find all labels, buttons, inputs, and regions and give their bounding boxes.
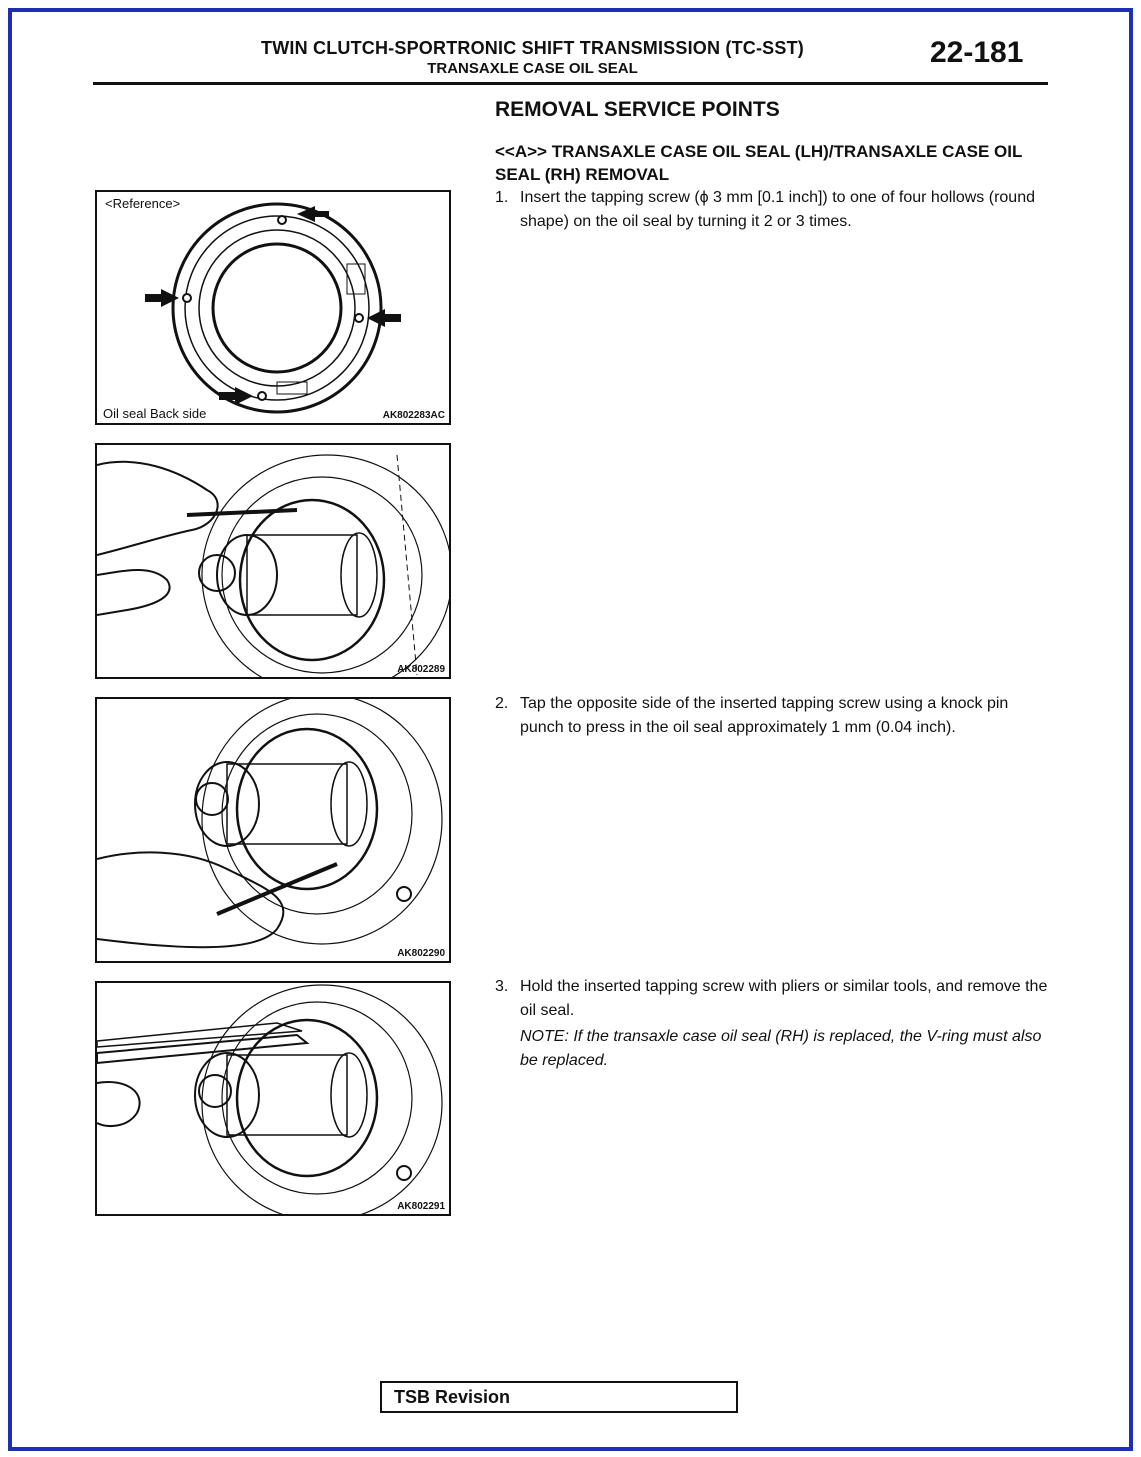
step-text: Insert the tapping screw (ϕ 3 mm [0.1 inch]) to one of four hollows (round shape) on the oil seal by turning it 2 or 3 times.: [520, 189, 1035, 230]
step-2: [495, 692, 1050, 740]
oil-seal-diagram: [97, 192, 451, 425]
pliers-removal-illustration: [97, 983, 451, 1216]
step-text: Hold the inserted tapping screw with pliers or similar tools, and remove the oil seal.: [520, 978, 1048, 1019]
section-title: REMOVAL SERVICE POINTS: [495, 98, 780, 121]
step-3: [495, 975, 1050, 1073]
reference-label: <Reference>: [105, 196, 181, 211]
arrow-icon: [219, 387, 253, 405]
page-number: 22-181: [930, 36, 1024, 69]
figure-caption: Oil seal Back side: [103, 406, 207, 421]
header-subtitle: TRANSAXLE CASE OIL SEAL: [427, 60, 638, 77]
insert-screw-illustration: [97, 445, 451, 679]
figure-pliers-removal: [95, 981, 451, 1216]
step-number: 3.: [495, 978, 509, 995]
arrow-icon: [367, 309, 401, 327]
step-1: [495, 186, 1050, 234]
section-subtitle: <<A>> TRANSAXLE CASE OIL SEAL (LH)/TRANSAXLE CASE OIL SEAL (RH) REMOVAL: [495, 142, 1023, 184]
figure-tap-punch: [95, 697, 451, 963]
tap-punch-illustration: [97, 699, 451, 963]
figure-code: AK802283AC: [382, 410, 445, 421]
step-text: Tap the opposite side of the inserted tapping screw using a knock pin punch to press in the oil seal approximately 1 mm (0.04 inch).: [520, 695, 1009, 736]
step-number: 1.: [495, 189, 509, 206]
step-number: 2.: [495, 695, 509, 712]
header-title: TWIN CLUTCH-SPORTRONIC SHIFT TRANSMISSION (TC-SST): [261, 38, 804, 58]
header-rule: [93, 82, 1048, 85]
figure-oil-seal-reference: [95, 190, 451, 425]
figure-code: AK802289: [397, 664, 445, 675]
tsb-revision-box: TSB Revision: [380, 1381, 738, 1413]
step-note: NOTE: If the transaxle case oil seal (RH) is replaced, the V-ring must also be replaced.: [520, 1028, 1042, 1069]
figure-insert-screw: [95, 443, 451, 679]
figure-code: AK802291: [397, 1201, 445, 1212]
figure-code: AK802290: [397, 948, 445, 959]
